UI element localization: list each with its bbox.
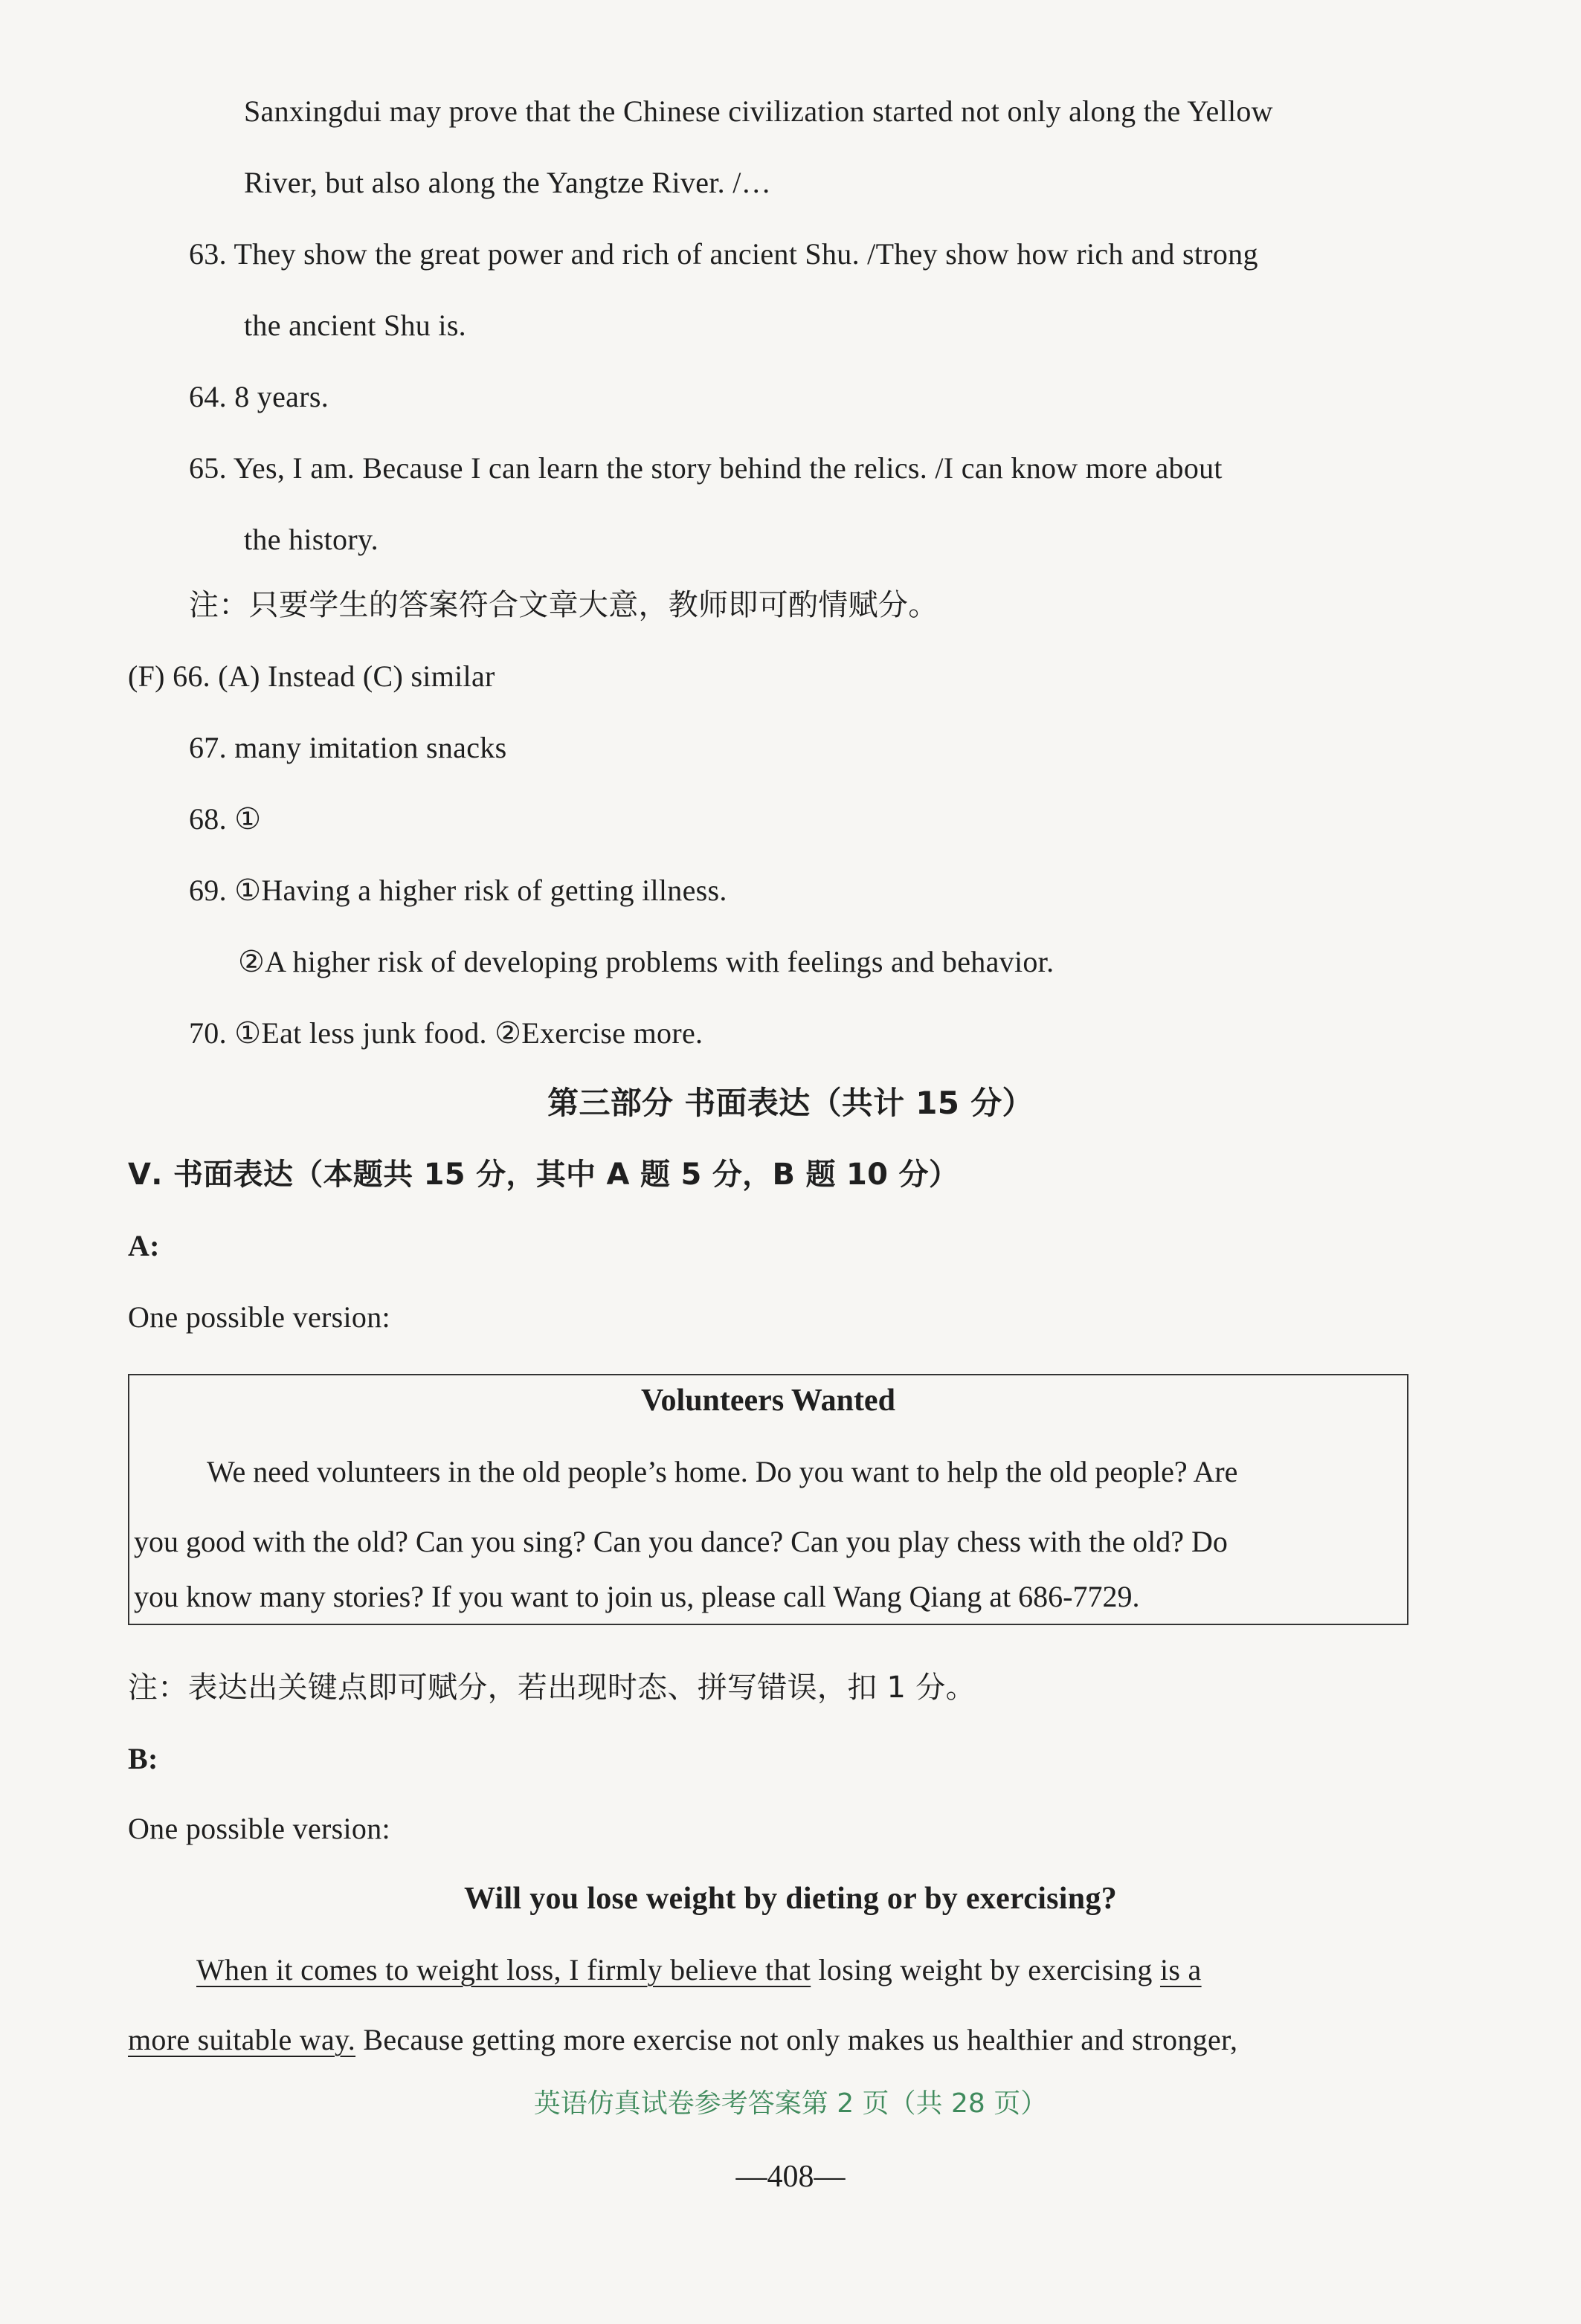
part-three-heading: 第三部分 书面表达（共计 15 分） bbox=[547, 1085, 1034, 1121]
answer-69-line-2: ②A higher risk of developing problems with feelings and behavior. bbox=[238, 945, 1054, 978]
answer-65-line-1: 65. Yes, I am. Because I can learn the story behind the relics. /I can know more about bbox=[189, 451, 1223, 485]
answer-67: 67. many imitation snacks bbox=[189, 731, 507, 764]
notice-line-2: you good with the old? Can you sing? Can you dance? Can you play chess with the old? Do bbox=[134, 1525, 1228, 1558]
label-a: A: bbox=[128, 1229, 160, 1262]
answer-62-line-1: Sanxingdui may prove that the Chinese civilization started not only along the Yellow bbox=[244, 94, 1273, 128]
notice-box bbox=[128, 1374, 1408, 1625]
notice-line-1: We need volunteers in the old people’s home. Do you want to help the old people? Are bbox=[207, 1455, 1238, 1488]
answer-70: 70. ①Eat less junk food. ②Exercise more. bbox=[189, 1016, 703, 1050]
answer-69-line-1: 69. ①Having a higher risk of getting illness. bbox=[189, 874, 727, 907]
notice-line-3: you know many stories? If you want to join us, please call Wang Qiang at 686-7729. bbox=[134, 1580, 1140, 1613]
answer-62-line-2: River, but also along the Yangtze River. /… bbox=[244, 166, 771, 199]
answer-66: (F) 66. (A) Instead (C) similar bbox=[128, 659, 495, 693]
answer-63-line-1: 63. They show the great power and rich of ancient Shu. /They show how rich and strong bbox=[189, 237, 1258, 271]
possible-version-a: One possible version: bbox=[128, 1300, 390, 1334]
section-five-heading: Ⅴ. 书面表达（本题共 15 分，其中 A 题 5 分，B 题 10 分） bbox=[128, 1158, 959, 1192]
essay-line-1 bbox=[196, 1949, 1202, 1991]
page-number: —408— bbox=[735, 2160, 846, 2194]
notice-title: Volunteers Wanted bbox=[641, 1384, 895, 1418]
essay-underline-3: more suitable way. bbox=[128, 2023, 356, 2056]
answer-65-line-2: the history. bbox=[244, 523, 379, 556]
essay-underline-1: When it comes to weight loss, I firmly believe that bbox=[196, 1953, 811, 1986]
answer-64: 64. 8 years. bbox=[189, 380, 329, 413]
essay-underline-2: is a bbox=[1159, 1953, 1202, 1986]
page-footer: 英语仿真试卷参考答案第 2 页（共 28 页） bbox=[533, 2088, 1048, 2119]
essay-title: Will you lose weight by dieting or by exercising? bbox=[463, 1882, 1118, 1916]
grading-note-2: 注：表达出关键点即可赋分，若出现时态、拼写错误，扣 1 分。 bbox=[128, 1671, 976, 1705]
label-b: B: bbox=[128, 1742, 158, 1775]
essay-text-2: Because getting more exercise not only makes us healthier and stronger, bbox=[355, 2023, 1238, 2056]
grading-note-1: 注：只要学生的答案符合文章大意，教师即可酌情赋分。 bbox=[189, 588, 938, 622]
answer-68: 68. ① bbox=[189, 802, 262, 836]
essay-text-1: losing weight by exercising bbox=[811, 1953, 1160, 1986]
answer-63-line-2: the ancient Shu is. bbox=[244, 309, 466, 342]
possible-version-b: One possible version: bbox=[128, 1812, 390, 1845]
essay-line-2 bbox=[128, 2019, 1237, 2061]
